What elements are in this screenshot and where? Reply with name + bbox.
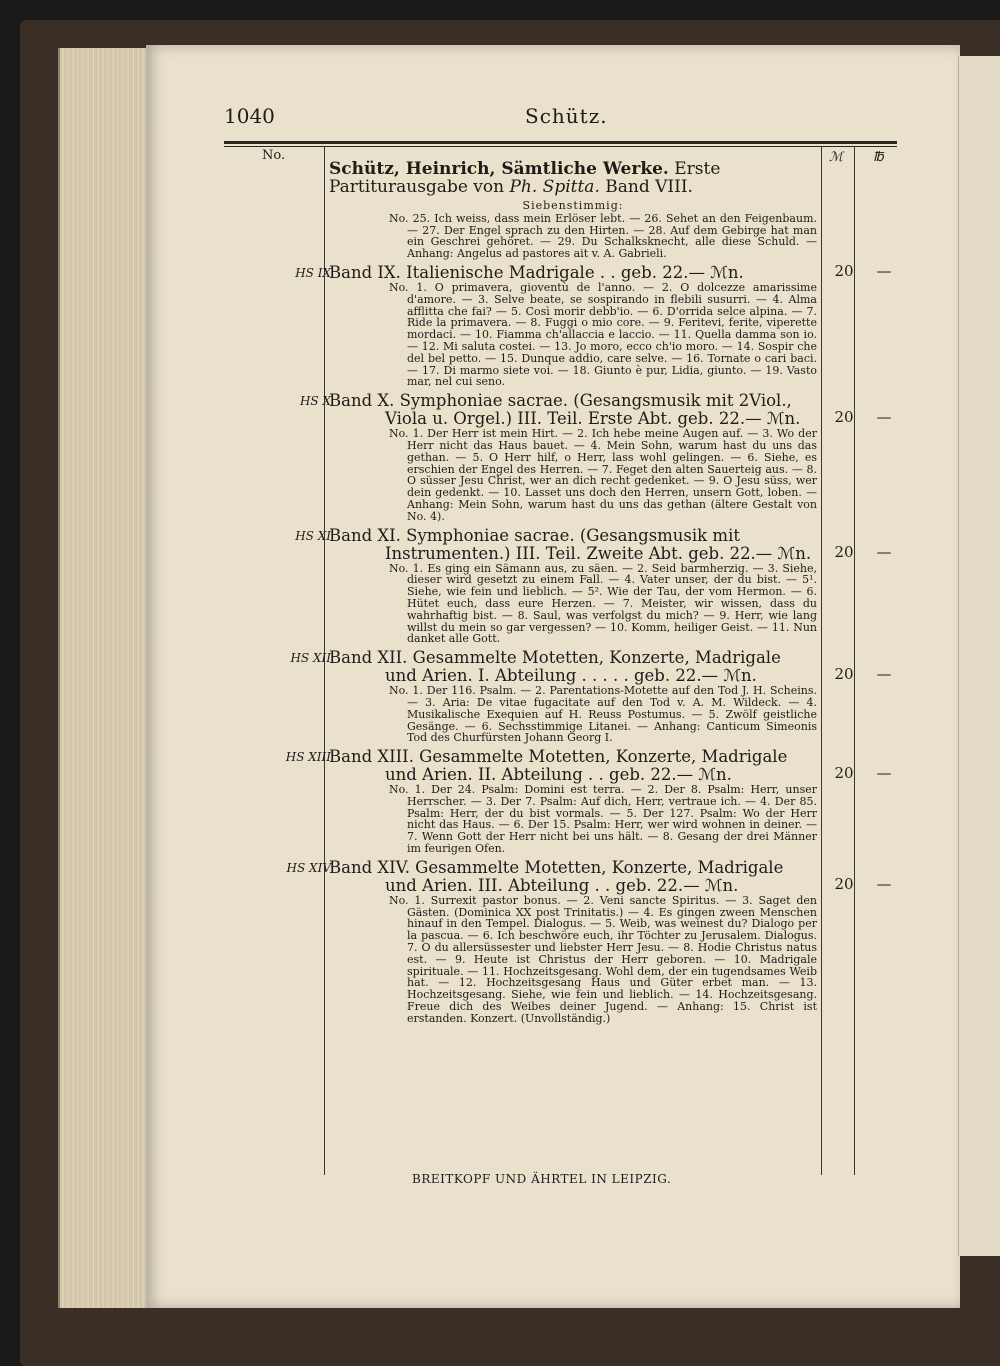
band-contents: No. 1. Der 24. Psalm: Domini est terra. — 2. Der 8. Psalm: Herr, unser Herrscher. — 3. Der 7. Psalm: Auf dich, Herr, vertraue ich. — 4. Der 85. Psalm: Herr, der du bist vormals. — 5. Der 127. Psalm: Wo der Herr nicht das Haus. — 6. Der 15. Psalm: Herr, wer wird wohnen in deiner. — 7. Wenn Gott der Herr nicht bei uns hält. — 8. Gesang der drei Männer im feurigen Ofen. xyxy=(389,783,817,856)
header-rule xyxy=(224,141,897,144)
catalog-entry xyxy=(295,261,892,389)
column-header-no: No. xyxy=(262,148,286,163)
hs-number: HS XIV xyxy=(286,860,331,875)
series-heading xyxy=(329,160,817,196)
band-viii-contents: No. 25. Ich weiss, dass mein Erlöser lebt. — 26. Sehet an den Feigenbaum. — 27. Der Engel sprach zu den Hirten. — 28. Auf dem Gebirge hat man ein Geschrei gehöret. — 29. Du Schalksknecht, alle diese Schuld. — Anhang: Angelus ad pastores ait v. A. Gabrieli. xyxy=(389,211,817,261)
price-pf: — xyxy=(876,665,892,684)
price-pf: — xyxy=(876,261,892,280)
series-editor: Ph. Spitta. xyxy=(509,177,600,197)
hs-number: HS IX xyxy=(295,265,331,280)
page-edges xyxy=(58,48,150,1308)
band-title: Band XII. Gesammelte Motetten, Konzerte, Madrigale und Arien. I. Abteilung . . . . . geb. 22.— ℳn. xyxy=(329,648,781,686)
price-mark: 20 xyxy=(834,542,854,561)
series-title: Schütz, Heinrich, Sämtliche Werke. xyxy=(329,159,669,179)
hs-number: HS XIII xyxy=(285,750,331,765)
band-contents: No. 1. Der Herr ist mein Hirt. — 2. Ich hebe meine Augen auf. — 3. Wo der Herr nicht das Haus bauet. — 4. Mein Sohn, warum hast du uns das gethan. — 5. O Herr hilf, o Herr, lass wohl gelingen. — 6. Siehe, es erschien der Engel des Herren. — 7. Feget den alten Sauerteig aus. — 8. O süsser Jesu Christ, wer an dich recht gedenket. — 9. O Jesu süss, wer dein gedenkt. — 10. Lasset uns doch den Herren, unsern Gott, loben. — Anhang: Mein Sohn, warum hast du uns das gethan (ältere Gestalt von No. 4). xyxy=(389,427,817,523)
band-title: Band XI. Symphoniae sacrae. (Gesangsmusik mit Instrumenten.) III. Teil. Zweite Abt. geb. 22.— ℳn. xyxy=(329,525,812,563)
band-title: Band IX. Italienische Madrigale . . geb. 22.— ℳn. xyxy=(329,262,744,282)
price-mark: 20 xyxy=(834,764,854,783)
band-contents: No. 1. Der 116. Psalm. — 2. Parentations-Motette auf den Tod J. H. Scheins. — 3. Aria: De vitae fugacitate auf den Tod v. A. M. Wildeck. — 4. Musikalische Exequien auf H. Reuss Postumus. — 5. Zwölf geistliche Gesänge. — 6. Sechsstimmige Litanei. — Anhang: Canticum Simeonis Tod des Churfürsten Johann Georg I. xyxy=(389,684,817,745)
price-pf: — xyxy=(876,764,892,783)
price-mark: 20 xyxy=(834,408,854,427)
band-title: Band XIII. Gesammelte Motetten, Konzerte, Madrigale und Arien. II. Abteilung . . geb. 22.— ℳn. xyxy=(329,747,788,785)
column-header-pf: ℔ xyxy=(873,150,884,165)
running-title: Schütz. xyxy=(525,104,608,128)
band-viii-subheading: Siebenstimmig: xyxy=(522,199,624,212)
column-divider-pf xyxy=(854,147,855,1175)
catalog-entry xyxy=(286,857,892,1025)
band-contents: No. 1. Es ging ein Sämann aus, zu säen. — 2. Seid barmherzig. — 3. Siehe, dieser wird gesetzt zu einem Fall. — 4. Vater unser, der du bist. — 5¹. Siehe, wie fein und lieblich. — 5². Wie der Tau, der vom Hermon. — 6. Hütet euch, dass eure Herzen. — 7. Meister, wir wissen, dass du wahrhaftig bist. — 8. Saul, was verfolgst du mich? — 9. Herr, wie lang willst du mein so gar vergessen? — 10. Komm, heiliger Geist. — 11. Nun danket alle Gott. xyxy=(389,561,817,646)
page-number: 1040 xyxy=(224,104,275,128)
price-mark: 20 xyxy=(834,874,854,893)
band-title: Band X. Symphoniae sacrae. (Gesangsmusik mit 2Viol., Viola u. Orgel.) III. Teil. Erste Abt. geb. 22.— ℳn. xyxy=(329,391,801,429)
price-mark: 20 xyxy=(834,261,854,280)
hs-number: HS X xyxy=(299,394,331,409)
hs-number: HS XII xyxy=(290,651,331,666)
series-subtitle: Erste Partiturausgabe von xyxy=(329,159,721,197)
catalog-entry xyxy=(285,747,892,856)
catalog-column xyxy=(285,159,892,1025)
publisher-footer: BREITKOPF UND ÄHRTEL IN LEIPZIG. xyxy=(412,1172,672,1186)
price-pf: — xyxy=(876,408,892,427)
catalog-entry xyxy=(299,391,892,523)
next-page-edge xyxy=(958,56,1000,1256)
price-pf: — xyxy=(876,874,892,893)
catalog-entry xyxy=(290,648,892,745)
column-header-mark: ℳ xyxy=(829,150,843,165)
band-contents: No. 1. O primavera, gioventù de l'anno. — 2. O dolcezze amarissime d'amore. — 3. Selve beate, se sospirando in flebili susurri. — 4. Alma afflitta che fai? — 5. Così morir debb'io. — 6. D'orrida selce alpina. — 7. Ride la primavera. — 8. Fuggi o mio core. — 9. Feritevi, ferite, viperette mordaci. — 10. Fiamma ch'allaccia e laccio. — 11. Quella damma son io. — 12. Mi saluta costei. — 13. Jo moro, ecco ch'io moro. — 14. Sospir che del bel petto. — 15. Dunque addio, care selve. — 16. Tornate o cari baci. — 17. Di marmo siete voi. — 18. Giunto è pur, Lidia, giunto. — 19. Vasto mar, nel cui seno. xyxy=(389,280,817,389)
price-pf: — xyxy=(876,542,892,561)
band-title: Band XIV. Gesammelte Motetten, Konzerte, Madrigale und Arien. III. Abteilung . . geb. 22.— ℳn. xyxy=(329,857,784,895)
series-band: Band VIII. xyxy=(605,177,693,197)
band-contents: No. 1. Surrexit pastor bonus. — 2. Veni sancte Spiritus. — 3. Saget den Gästen. (Dominica XX post Trinitatis.) — 4. Es gingen zween Menschen hinauf in den Tempel. Dialogus. — 5. Weib, was weinest du? Dialogo per la pascua. — 6. Ich beschwöre euch, ihr Töchter zu Jerusalem. Dialogus. 7. O du allersüssester und liebster Herr Jesu. — 8. Hodie Christus natus est. — 9. Heute ist Christus der Herr geboren. — 10. Madrigale spirituale. — 11. Hochzeitsgesang. Wohl dem, der ein tugendsames Weib hat. — 12. Hochzeitsgesang Haus und Güter erbet man. — 13. Hochzeitsgesang. Siehe, wie fein und lieblich. — 14. Hochzeitsgesang. Freue dich des Weibes deiner Jugend. — Anhang: 15. Christ ist erstanden. Konzert. (Unvollständig.) xyxy=(389,893,817,1025)
catalog-entry xyxy=(295,525,892,646)
column-divider-price xyxy=(821,147,822,1175)
hs-number: HS XI xyxy=(295,528,331,543)
page-header xyxy=(0,104,1000,136)
price-mark: 20 xyxy=(834,665,854,684)
